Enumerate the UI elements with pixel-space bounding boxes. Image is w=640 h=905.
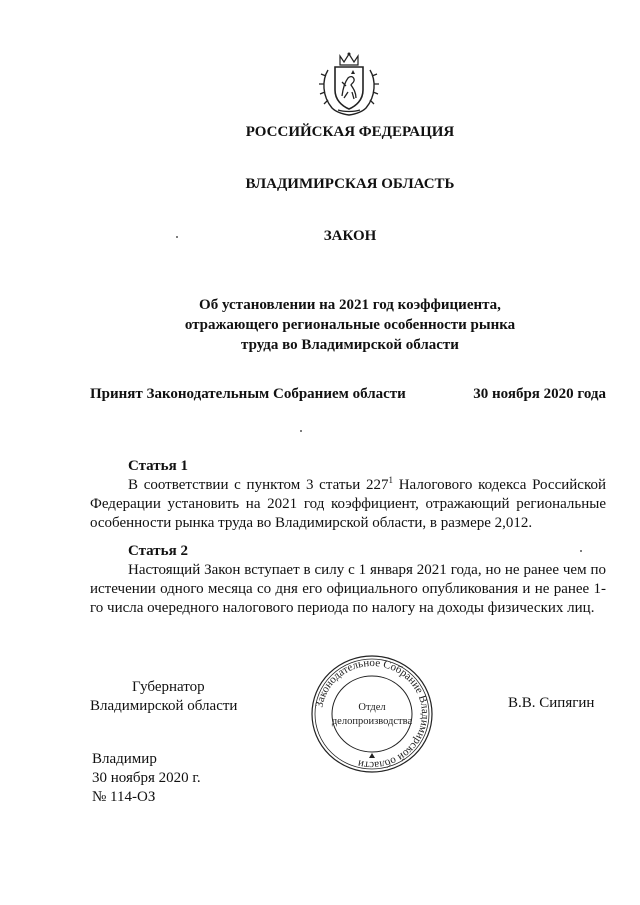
scan-speck — [580, 550, 582, 552]
seal-inner-line: Отдел — [358, 702, 386, 713]
governor-region: Владимирской области — [90, 698, 238, 714]
governor-title: Губернатор — [132, 679, 205, 695]
article-superscript: 1 — [388, 475, 393, 485]
official-seal — [308, 654, 436, 774]
coat-of-arms-icon — [318, 52, 380, 116]
footer-number: № 114-ОЗ — [92, 789, 156, 805]
article-1-text-before: В соответствии с пунктом 3 статьи 227 — [128, 477, 389, 493]
governor-position — [90, 678, 237, 716]
article-1-text — [90, 476, 606, 533]
footer-date: 30 ноября 2020 г. — [92, 770, 201, 786]
law-title-line: отражающего региональные особенности рынка — [184, 317, 516, 333]
adopted-by: Принят Законодательным Собранием области — [90, 386, 406, 402]
seal-ring-text: Законодательное Собрание Владимирской области — [313, 656, 432, 772]
law-title-line: труда во Владимирской области — [241, 337, 459, 353]
article-2-heading: Статья 2 — [128, 543, 188, 559]
footer-block — [92, 750, 201, 807]
scan-speck — [300, 430, 302, 432]
adoption-date: 30 ноября 2020 года — [473, 386, 606, 402]
seal-inner-line: делопроизводства — [331, 716, 413, 727]
footer-city: Владимир — [92, 751, 157, 767]
heading-region: ВЛАДИМИРСКАЯ ОБЛАСТЬ — [245, 176, 455, 192]
law-title — [0, 295, 640, 355]
law-title-line: Об установлении на 2021 год коэффициента, — [199, 297, 501, 313]
heading-doc-type: ЗАКОН — [323, 228, 377, 244]
scan-speck — [176, 236, 178, 238]
article-1-text-after: Налогового кодекса Российской Федерации установить на 2021 год коэффициент, отражающий региональные особенности рынка труда во Владимирской области, в размере 2,012. — [90, 477, 606, 531]
article-2-text: Настоящий Закон вступает в силу с 1 января 2021 года, но не ранее чем по истечении одного месяца со дня его официального опубликования и не ранее 1-го числа очередного налогового периода по налогу на доходы физических лиц. — [90, 562, 606, 616]
article-1-heading: Статья 1 — [128, 458, 188, 474]
signer-name: В.В. Сипягин — [508, 695, 595, 711]
heading-federation: РОССИЙСКАЯ ФЕДЕРАЦИЯ — [245, 124, 455, 140]
